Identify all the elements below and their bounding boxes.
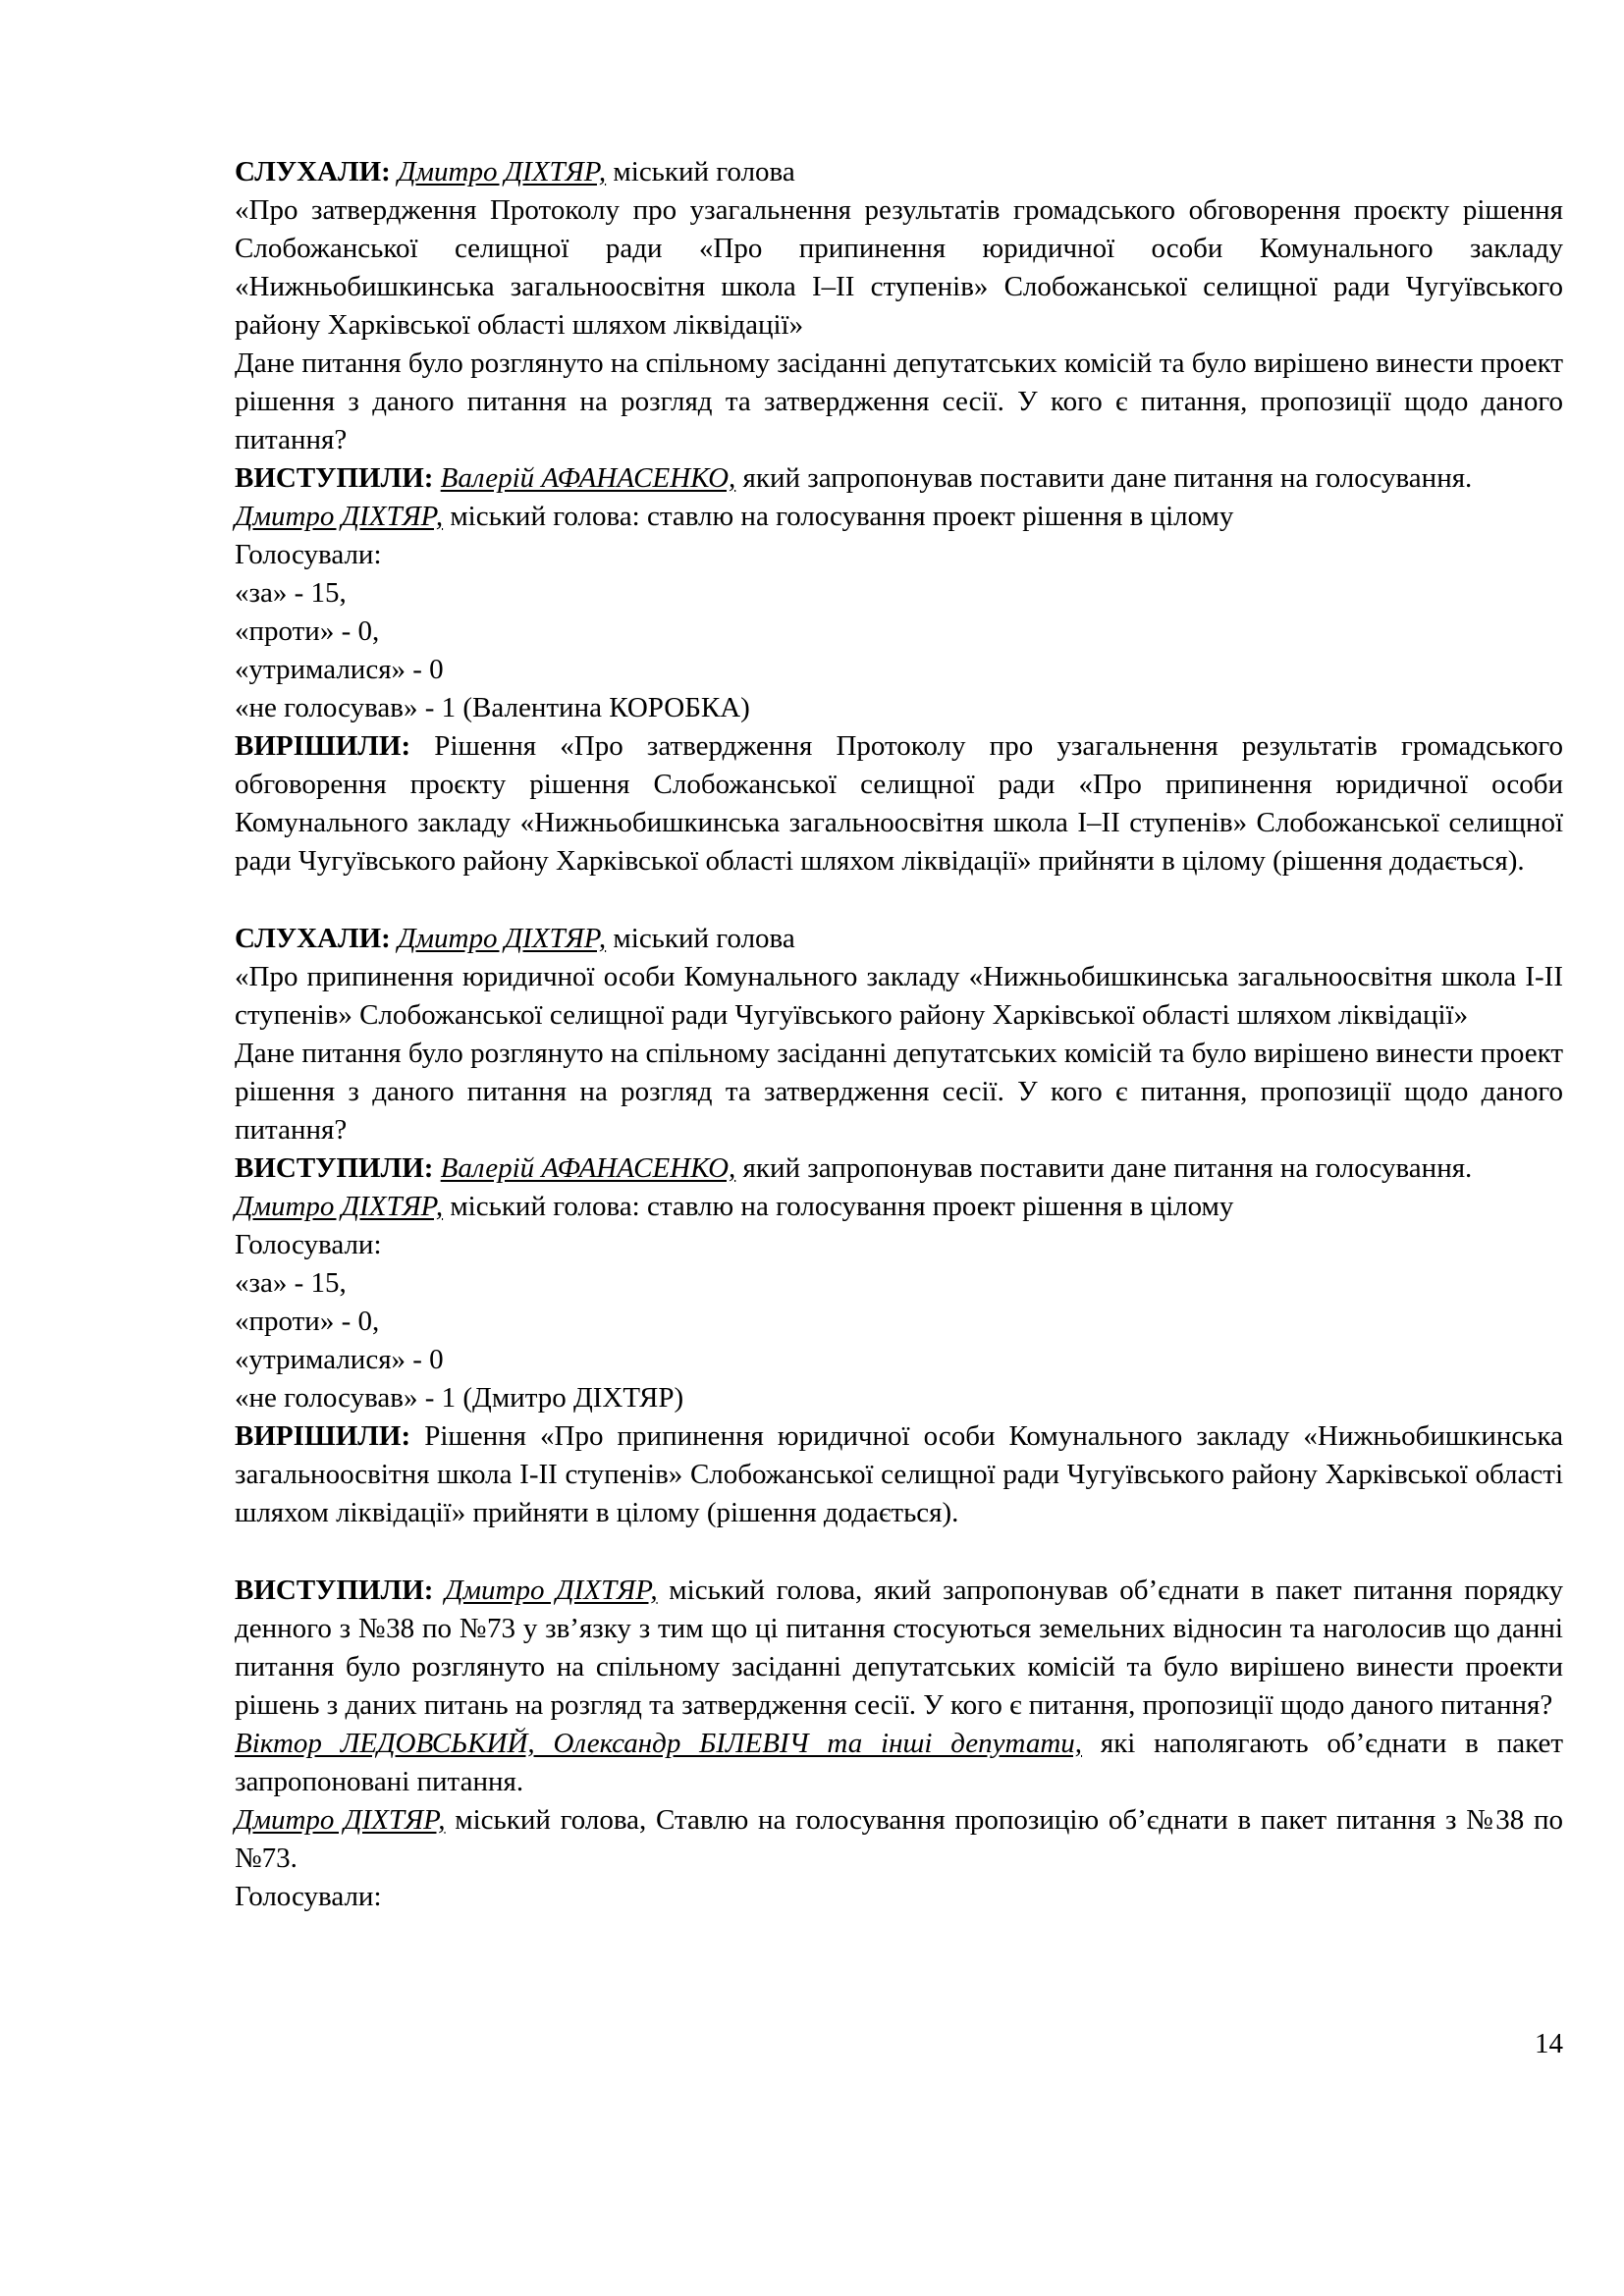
chair-name: Дмитро ДІХТЯР, xyxy=(235,1191,444,1222)
vote-abstained: «утрималися» - 0 xyxy=(235,1344,444,1375)
spoke-label: ВИСТУПИЛИ: xyxy=(235,1152,434,1184)
chair-name: Дмитро ДІХТЯР, xyxy=(235,501,444,532)
section-gap xyxy=(235,1532,1563,1572)
chair-text: міський голова: ставлю на голосування проект рішення в цілому xyxy=(443,1191,1234,1222)
chair-name: Дмитро ДІХТЯР, xyxy=(235,1804,446,1836)
spoke-line xyxy=(235,1572,1563,1725)
speaker-name: Дмитро ДІХТЯР, xyxy=(398,923,607,954)
package-proposal xyxy=(235,1572,1563,1916)
chair-line xyxy=(235,1188,1563,1226)
speaker-name: Дмитро ДІХТЯР, xyxy=(445,1575,658,1606)
page-number: 14 xyxy=(1535,2028,1563,2059)
decision-text: Рішення «Про затвердження Протоколу про узагальнення результатів громадського обговорення проєкту рішення Слобожанської селищної ради «Про припинення юридичної особи Комунального закладу «Нижньобишкинська загальноосвітня школа I–II ступенів» Слобожанської селищної ради Чугуївського району Харківської області шляхом ліквідації» прийняти в цілому (рішення додається). xyxy=(235,730,1563,877)
agenda-item-2 xyxy=(235,920,1563,1532)
speaker-role: міський голова xyxy=(606,923,795,954)
heard-label: СЛУХАЛИ: xyxy=(235,923,391,954)
decision-text: Рішення «Про припинення юридичної особи Комунального закладу «Нижньобишкинська загальноосвітня школа I-II ступенів» Слобожанської селищної ради Чугуївського району Харківської області шляхом ліквідації» прийняти в цілому (рішення додається). xyxy=(235,1420,1563,1528)
decision-line xyxy=(235,727,1563,881)
chair-line xyxy=(235,1801,1563,1878)
vote-abstained: «утрималися» - 0 xyxy=(235,654,444,685)
spoke-text: міський голова, який запропонував об’єднати в пакет питання порядку денного з №38 по №73 у зв’язку з тим що ці питання стосуються земельних відносин та наголосив що данні питання було розглянуто на спільному засіданні депутатських комісій та було вирішено винести проекти рішень з даних питань на розгляд та затвердження сесії. У кого є питання, пропозиції щодо даного питання? xyxy=(235,1575,1563,1721)
voted-label: Голосували: xyxy=(235,1229,382,1260)
spoke-text: який запропонував поставити дане питання на голосування. xyxy=(735,462,1473,494)
chair-text: міський голова: ставлю на голосування проект рішення в цілому xyxy=(443,501,1234,532)
deputies-text: які наполягають об’єднати в пакет запропоновані питання. xyxy=(235,1728,1563,1797)
spoke-line xyxy=(235,1149,1563,1188)
agenda-item-1 xyxy=(235,153,1563,881)
discussion-text: Дане питання було розглянуто на спільному засіданні депутатських комісій та було вирішено винести проект рішення з даного питання на розгляд та затвердження сесії. У кого є питання, пропозиції щодо даного питання? xyxy=(235,347,1563,455)
page-content xyxy=(235,153,1563,1916)
speaker-name: Валерій АФАНАСЕНКО, xyxy=(440,1152,736,1184)
speaker-name: Валерій АФАНАСЕНКО, xyxy=(440,462,736,494)
vote-not-voted: «не голосував» - 1 (Валентина КОРОБКА) xyxy=(235,692,750,723)
chair-text: міський голова, Ставлю на голосування пропозицію об’єднати в пакет питання з №38 по №73. xyxy=(235,1804,1564,1874)
section-gap xyxy=(235,881,1563,920)
decision-line xyxy=(235,1417,1563,1532)
heard-label: СЛУХАЛИ: xyxy=(235,156,391,187)
speaker-name: Дмитро ДІХТЯР, xyxy=(398,156,607,187)
spoke-line xyxy=(235,459,1563,498)
deputies-names: Віктор ЛЕДОВСЬКИЙ, Олександр БІЛЕВІЧ та інші депутати, xyxy=(235,1728,1083,1759)
deputies-line xyxy=(235,1725,1563,1801)
vote-against: «проти» - 0, xyxy=(235,615,380,647)
chair-line xyxy=(235,498,1563,536)
spoke-text: який запропонував поставити дане питання на голосування. xyxy=(735,1152,1473,1184)
vote-against: «проти» - 0, xyxy=(235,1306,380,1337)
heard-line xyxy=(235,153,1563,191)
vote-for: «за» - 15, xyxy=(235,577,347,609)
decided-label: ВИРІШИЛИ: xyxy=(235,730,411,762)
voted-label: Голосували: xyxy=(235,1881,382,1912)
spoke-label: ВИСТУПИЛИ: xyxy=(235,462,434,494)
agenda-topic: «Про припинення юридичної особи Комунального закладу «Нижньобишкинська загальноосвітня школа I-II ступенів» Слобожанської селищної ради Чугуївського району Харківської області шляхом ліквідації» xyxy=(235,961,1563,1031)
heard-line xyxy=(235,920,1563,958)
discussion-text: Дане питання було розглянуто на спільному засіданні депутатських комісій та було вирішено винести проект рішення з даного питання на розгляд та затвердження сесії. У кого є питання, пропозиції щодо даного питання? xyxy=(235,1038,1563,1146)
vote-for: «за» - 15, xyxy=(235,1267,347,1299)
spoke-label: ВИСТУПИЛИ: xyxy=(235,1575,434,1606)
vote-not-voted: «не голосував» - 1 (Дмитро ДІХТЯР) xyxy=(235,1382,684,1414)
speaker-role: міський голова xyxy=(606,156,795,187)
voted-label: Голосували: xyxy=(235,539,382,570)
agenda-topic: «Про затвердження Протоколу про узагальнення результатів громадського обговорення проєкту рішення Слобожанської селищної ради «Про припинення юридичної особи Комунального закладу «Нижньобишкинська загальноосвітня школа I–II ступенів» Слобожанської селищної ради Чугуївського району Харківської області шляхом ліквідації» xyxy=(235,194,1563,341)
decided-label: ВИРІШИЛИ: xyxy=(235,1420,411,1452)
